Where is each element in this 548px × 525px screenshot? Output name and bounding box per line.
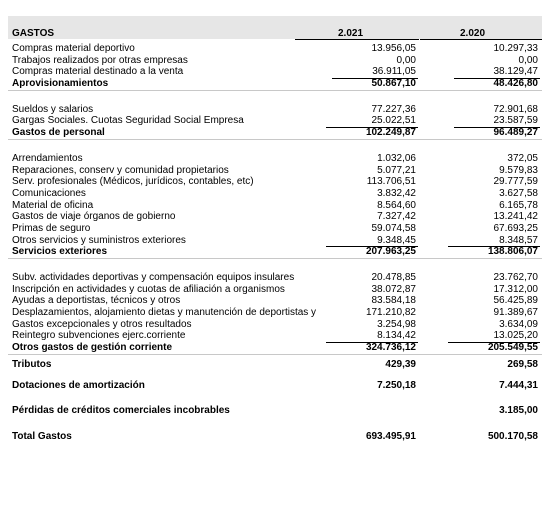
spacer xyxy=(8,417,542,431)
value-2020: 3.627,58 xyxy=(499,187,538,199)
spacer xyxy=(8,391,542,405)
row-label: Sueldos y salarios xyxy=(12,103,94,115)
value-2021: 20.478,85 xyxy=(371,272,416,283)
value-2021: 8.134,42 xyxy=(377,330,416,342)
summary-row xyxy=(8,359,542,371)
row-label: Total Gastos xyxy=(12,430,72,442)
table-row xyxy=(8,211,542,223)
table-row xyxy=(8,307,542,319)
table-row xyxy=(8,330,542,342)
row-label: Material de oficina xyxy=(12,199,94,211)
row-label: Dotaciones de amortización xyxy=(12,379,145,391)
value-2021: 9.348,45 xyxy=(377,234,416,246)
row-label: Servicios exteriores xyxy=(12,246,108,258)
row-label: Desplazamientos, alojamiento dietas y manutención de deportistas y xyxy=(12,307,317,319)
value-2021: 171.210,82 xyxy=(365,307,416,319)
row-label: Inscripción en actividades y cuotas de afiliación a organismos xyxy=(12,283,285,295)
value-2021: 8.564,60 xyxy=(377,199,416,211)
header-label: GASTOS xyxy=(12,28,55,39)
table-row xyxy=(8,188,542,200)
subtotal-row xyxy=(8,127,542,139)
value-2021: 429,39 xyxy=(385,358,416,370)
table-body xyxy=(8,40,542,443)
value-2020: 3.634,09 xyxy=(499,318,538,330)
table-row xyxy=(8,295,542,307)
row-label: Gastos excepcionales y otros resultados xyxy=(12,318,192,330)
row-label: Ayudas a deportistas, técnicos y otros xyxy=(12,295,181,307)
header-year-2021: 2.021 xyxy=(338,28,364,39)
row-label: Serv. profesionales (Médicos, jurídicos, contables, etc) xyxy=(12,176,254,188)
row-label: Gastos de personal xyxy=(12,127,105,139)
spacer xyxy=(8,90,542,104)
value-2020: 138.806,07 xyxy=(487,246,538,258)
table-row xyxy=(8,176,542,188)
value-2021: 3.832,42 xyxy=(377,187,416,199)
value-2020: 6.165,78 xyxy=(499,199,538,211)
value-2020: 13.025,20 xyxy=(493,330,538,342)
table-row xyxy=(8,66,542,78)
value-2020: 8.348,57 xyxy=(499,234,538,246)
table-row xyxy=(8,319,542,331)
row-label: Tributos xyxy=(12,358,52,370)
spacer xyxy=(8,371,542,380)
value-2021: 77.227,36 xyxy=(371,103,416,115)
value-2021: 113.706,51 xyxy=(366,176,416,188)
subtotal-row xyxy=(8,342,542,354)
value-2020: 56.425,89 xyxy=(493,295,538,307)
row-label: Gastos de viaje órganos de gobierno xyxy=(12,211,176,223)
value-2021: 83.584,18 xyxy=(371,295,416,307)
value-2020: 3.185,00 xyxy=(499,405,538,417)
row-label: Comunicaciones xyxy=(12,187,86,199)
value-2021: 3.254,98 xyxy=(377,318,416,330)
table-row xyxy=(8,200,542,212)
table-row xyxy=(8,43,542,55)
table-row xyxy=(8,223,542,235)
value-2021: 38.072,87 xyxy=(371,283,416,295)
value-2020: 9.579,83 xyxy=(499,164,538,176)
value-2020: 205.549,55 xyxy=(487,342,538,354)
value-2020: 17.312,00 xyxy=(493,283,538,295)
table-row xyxy=(8,115,542,127)
value-2020: 72.901,68 xyxy=(493,103,538,115)
table-row xyxy=(8,272,542,284)
value-2020: 13.241,42 xyxy=(493,211,538,223)
table-row xyxy=(8,104,542,116)
value-2020: 48.426,80 xyxy=(493,78,538,90)
value-2021: 0,00 xyxy=(396,54,416,66)
value-2021: 5.077,21 xyxy=(377,164,416,176)
spacer xyxy=(8,139,542,153)
value-2020: 91.389,67 xyxy=(493,307,538,319)
value-2021: 59.074,58 xyxy=(371,222,416,234)
table-row xyxy=(8,235,542,247)
row-label: Aprovisionamientos xyxy=(12,78,109,90)
table-row xyxy=(8,55,542,67)
grand-total-row xyxy=(8,431,542,443)
table-row xyxy=(8,153,542,165)
table-row xyxy=(8,165,542,177)
row-label: Otros gastos de gestión corriente xyxy=(12,342,173,354)
row-label: Trabajos realizados por otras empresas xyxy=(12,54,188,66)
row-label: Compras material destinado a la venta xyxy=(12,66,184,78)
value-2021: 7.250,18 xyxy=(377,379,416,391)
summary-row xyxy=(8,405,542,417)
value-2020: 10.297,33 xyxy=(493,43,538,54)
value-2021: 36.911,05 xyxy=(372,66,416,78)
summary-row xyxy=(8,380,542,392)
spacer xyxy=(8,258,542,272)
row-label: Otros servicios y suministros exteriores xyxy=(12,234,186,246)
value-2020: 7.444,31 xyxy=(499,379,538,391)
table-header xyxy=(8,16,542,39)
row-label: Reparaciones, conserv y comunidad propietarios xyxy=(12,164,229,176)
value-2020: 23.587,59 xyxy=(493,115,538,127)
row-label: Arrendamientos xyxy=(12,152,83,164)
value-2020: 269,58 xyxy=(507,358,538,370)
table-row xyxy=(8,284,542,296)
value-2020: 23.762,70 xyxy=(493,272,538,283)
row-label: Gargas Sociales. Cuotas Seguridad Social Empresa xyxy=(12,115,244,127)
value-2021: 1.032,06 xyxy=(377,152,416,164)
value-2020: 29.777,59 xyxy=(493,176,538,188)
value-2020: 67.693,25 xyxy=(493,222,538,234)
value-2021: 50.867,10 xyxy=(371,78,416,90)
value-2021: 7.327,42 xyxy=(377,211,416,223)
value-2021: 324.736,12 xyxy=(365,342,416,354)
row-label: Primas de seguro xyxy=(12,222,91,234)
value-2020: 38.129,47 xyxy=(493,66,538,78)
row-label: Subv. actividades deportivas y compensación equipos insulares xyxy=(12,272,295,283)
row-label: Compras material deportivo xyxy=(12,43,135,54)
value-2020: 96.489,27 xyxy=(493,127,538,139)
value-2020: 0,00 xyxy=(518,54,538,66)
header-year-2020: 2.020 xyxy=(460,28,486,39)
row-label: Pérdidas de créditos comerciales incobrables xyxy=(12,405,230,417)
value-2021: 102.249,87 xyxy=(365,127,416,139)
subtotal-row xyxy=(8,246,542,258)
expenses-table xyxy=(8,16,542,443)
row-label: Reintegro subvenciones ejerc.corriente xyxy=(12,330,186,342)
value-2021: 25.022,51 xyxy=(371,115,416,127)
value-2020: 372,05 xyxy=(507,152,538,164)
value-2021: 13.956,05 xyxy=(371,43,416,54)
value-2021: 693.495,91 xyxy=(365,430,416,442)
value-2021: 207.963,25 xyxy=(365,246,416,258)
subtotal-row xyxy=(8,78,542,90)
value-2020: 500.170,58 xyxy=(487,430,538,442)
